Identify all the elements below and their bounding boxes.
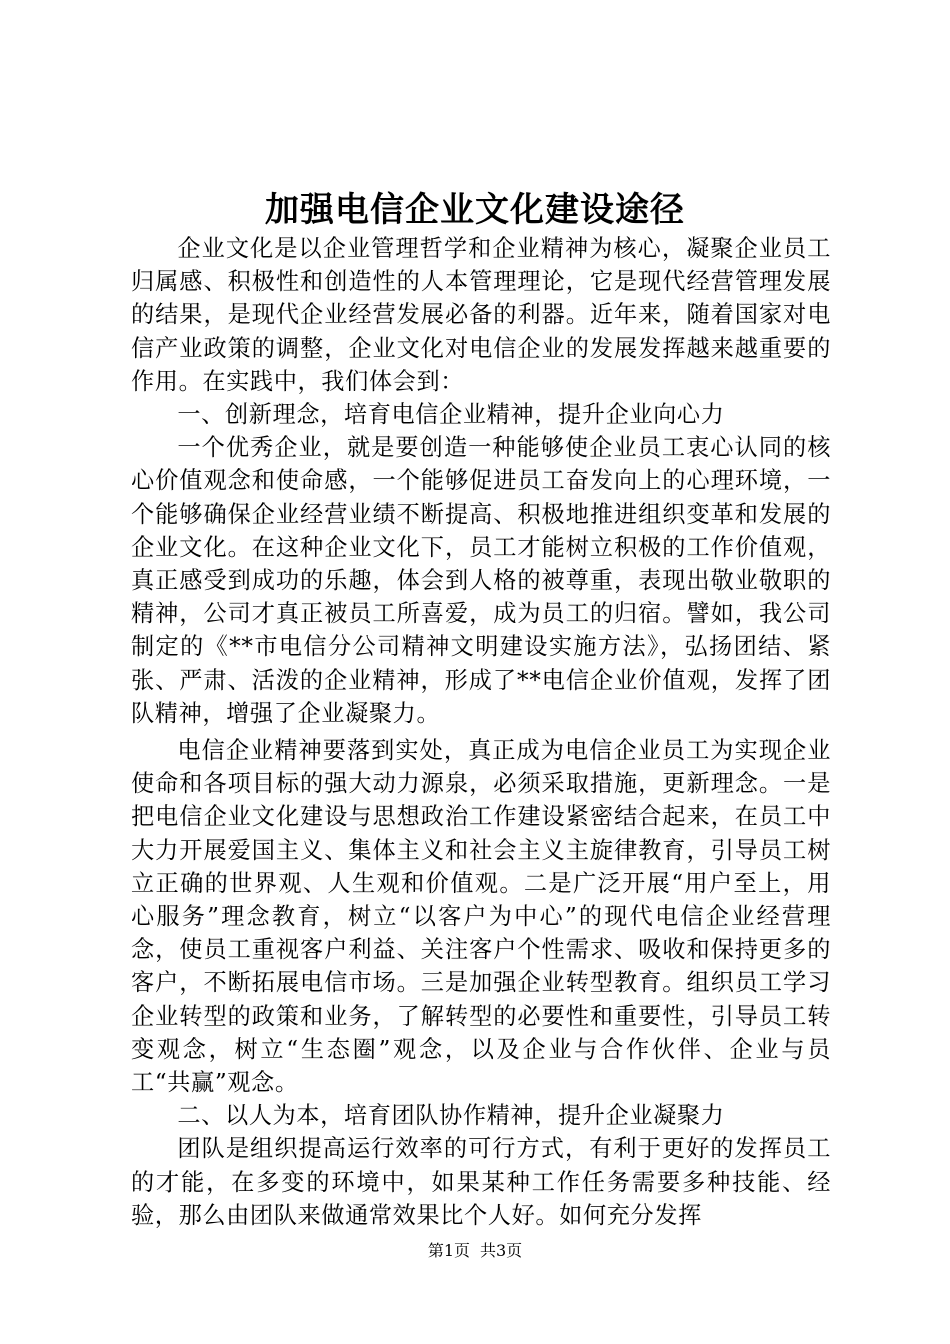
document-title: 加强电信企业文化建设途径	[265, 190, 685, 230]
page-number: 第1页	[427, 1241, 470, 1260]
document-body	[131, 232, 831, 1232]
page-footer	[0, 1240, 950, 1262]
paragraph-core-values: 一个优秀企业，就是要创造一种能够使企业员工衷心认同的核心价值观念和使命感，一个能够促进员工奋发向上的心理环境，一个能够确保企业经营业绩不断提高、积极地推进组织变革和发展的企业文化。在这种企业文化下，员工才能树立积极的工作价值观，真正感受到成功的乐趣，体会到人格的被尊重，表现出敬业敬职的精神，公司才真正被员工所喜爱，成为员工的归宿。譬如，我公司制定的《**市电信分公司精神文明建设实施方法》，弘扬团结、紧张、严肃、活泼的企业精神，形成了**电信企业价值观，发挥了团队精神，增强了企业凝聚力。	[131, 434, 831, 727]
section-heading-1: 一、创新理念，培育电信企业精神，提升企业向心力	[177, 401, 725, 429]
page-total: 共3页	[480, 1241, 523, 1260]
paragraph-intro: 企业文化是以企业管理哲学和企业精神为核心，凝聚企业员工归属感、积极性和创造性的人本管理理论，它是现代经营管理发展的结果，是现代企业经营发展必备的利器。近年来，随着国家对电信产业政策的调整，企业文化对电信企业的发展发挥越来越重要的作用。在实践中，我们体会到：	[131, 235, 831, 395]
paragraph-measures: 电信企业精神要落到实处，真正成为电信企业员工为实现企业使命和各项目标的强大动力源泉，必须采取措施，更新理念。一是把电信企业文化建设与思想政治工作建设紧密结合起来，在员工中大力开展爱国主义、集体主义和社会主义主旋律教育，引导员工树立正确的世界观、人生观和价值观。二是广泛开展“用户至上，用心服务”理念教育，树立“以客户为中心”的现代电信企业经营理念，使员工重视客户利益、关注客户个性需求、吸收和保持更多的客户，不断拓展电信市场。三是加强企业转型教育。组织员工学习企业转型的政策和业务，了解转型的必要性和重要性，引导员工转变观念，树立“生态圈”观念，以及企业与合作伙伴、企业与员工“共赢”观念。	[131, 737, 831, 1097]
paragraph-teamwork: 团队是组织提高运行效率的可行方式，有利于更好的发挥员工的才能，在多变的环境中，如果某种工作任务需要多种技能、经验，那么由团队来做通常效果比个人好。如何充分发挥	[131, 1135, 831, 1229]
section-heading-2: 二、以人为本，培育团队协作精神，提升企业凝聚力	[177, 1102, 725, 1130]
